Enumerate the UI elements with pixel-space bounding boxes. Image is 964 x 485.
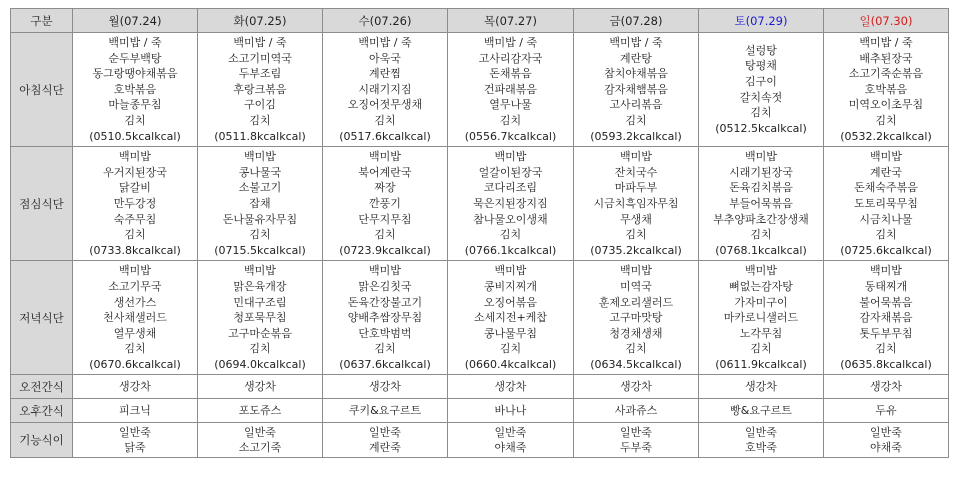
menu-item: 김치 bbox=[249, 342, 271, 356]
menu-cell-tue bbox=[198, 399, 323, 423]
menu-body bbox=[11, 33, 949, 458]
menu-item: 무생채 bbox=[620, 212, 652, 226]
menu-item: 동태찌개 bbox=[864, 279, 908, 293]
calorie-text: (0670.6kcalkcal) bbox=[89, 357, 181, 371]
menu-item: 맑은육개장 bbox=[233, 279, 287, 293]
menu-item: 김치 bbox=[499, 228, 522, 242]
menu-item: 건파래볶음 bbox=[483, 82, 538, 96]
calorie-text: (0512.5kcalkcal) bbox=[715, 121, 807, 135]
menu-item: 배추된장국 bbox=[859, 51, 913, 65]
menu-cell-fri bbox=[574, 33, 699, 147]
menu-cell-fri bbox=[574, 399, 699, 423]
menu-item: 돈채숙주볶음 bbox=[854, 181, 918, 195]
menu-item: 일반죽 bbox=[745, 426, 777, 440]
menu-cell-thu bbox=[448, 375, 574, 399]
menu-cell-thu bbox=[448, 261, 574, 375]
menu-item: 김치 bbox=[625, 342, 647, 356]
weekly-meal-table bbox=[10, 8, 949, 458]
menu-item: 뼈없는감자탕 bbox=[729, 279, 793, 293]
menu-item: 가자미구이 bbox=[734, 295, 788, 309]
menu-item: 일반죽 bbox=[119, 426, 151, 440]
menu-item: 시래기된장국 bbox=[729, 165, 793, 179]
calorie-text: (0517.6kcalkcal) bbox=[339, 129, 431, 143]
menu-item: 코다리조림 bbox=[483, 181, 538, 195]
menu-item: 청경채생채 bbox=[609, 326, 663, 340]
menu-cell-sun bbox=[824, 399, 949, 423]
menu-item: 계란탕 bbox=[620, 51, 652, 65]
menu-item: 백미밥 bbox=[620, 150, 652, 164]
menu-cell-sun bbox=[824, 423, 949, 458]
menu-item: 고사리감자국 bbox=[478, 51, 543, 65]
menu-item: 백미밥 bbox=[870, 150, 902, 164]
menu-item: 백미밥 bbox=[745, 264, 777, 278]
menu-cell-sat bbox=[699, 33, 824, 147]
menu-item: 천사채샐러드 bbox=[103, 311, 167, 325]
menu-item: 오징어볶음 bbox=[483, 295, 538, 309]
menu-item: 갈치속젓 bbox=[739, 90, 783, 104]
menu-item: 고사리볶음 bbox=[609, 98, 663, 112]
menu-item: 단호박범벅 bbox=[358, 326, 412, 340]
menu-item: 소고기죽순볶음 bbox=[848, 67, 924, 81]
menu-cell-thu bbox=[448, 423, 574, 458]
menu-item: 생강차 bbox=[119, 380, 151, 394]
menu-item: 짜장 bbox=[374, 181, 396, 195]
menu-cell-wed bbox=[323, 399, 448, 423]
menu-item: 김치 bbox=[875, 228, 897, 242]
menu-cell-tue bbox=[198, 147, 323, 261]
menu-item: 김치 bbox=[249, 228, 271, 242]
menu-item: 야채죽 bbox=[494, 441, 527, 455]
menu-cell-wed bbox=[323, 147, 448, 261]
menu-cell-sun bbox=[824, 33, 949, 147]
menu-item: 호박볶음 bbox=[113, 82, 157, 96]
menu-item: 시금치흑임자무침 bbox=[593, 196, 679, 210]
menu-item: 후랑크볶음 bbox=[233, 82, 287, 96]
menu-cell-wed bbox=[323, 33, 448, 147]
menu-item: 돈나물유자무침 bbox=[222, 212, 298, 226]
menu-item: 돈육간장불고기 bbox=[347, 295, 423, 309]
menu-item: 생강차 bbox=[494, 380, 527, 394]
day-header-fri: 금(07.28) bbox=[574, 9, 699, 33]
menu-item: 동그랑땡야채볶음 bbox=[92, 67, 178, 81]
menu-item: 일반죽 bbox=[620, 426, 652, 440]
menu-item: 두부죽 bbox=[620, 441, 652, 455]
menu-cell-sat bbox=[699, 375, 824, 399]
calorie-text: (0715.5kcalkcal) bbox=[214, 243, 306, 257]
menu-item: 호박죽 bbox=[745, 441, 777, 455]
menu-item: 백미밥 bbox=[870, 264, 902, 278]
calorie-text: (0725.6kcalkcal) bbox=[840, 243, 932, 257]
menu-item: 김치 bbox=[249, 113, 271, 127]
menu-item: 시금치나물 bbox=[859, 212, 913, 226]
menu-item: 김치 bbox=[625, 113, 647, 127]
menu-item: 청포묵무침 bbox=[233, 311, 287, 325]
dinner-row bbox=[11, 261, 949, 375]
menu-item: 야채죽 bbox=[870, 441, 902, 455]
menu-item: 노각무침 bbox=[739, 326, 783, 340]
menu-item: 김치 bbox=[625, 228, 647, 242]
menu-item: 피크닉 bbox=[119, 404, 151, 418]
category-header: 구분 bbox=[11, 9, 73, 33]
menu-item: 도토리묵무침 bbox=[854, 196, 918, 210]
day-header-tue: 화(07.25) bbox=[198, 9, 323, 33]
calorie-text: (0723.9kcalkcal) bbox=[339, 243, 431, 257]
menu-cell-sun bbox=[824, 147, 949, 261]
menu-item: 숙주무침 bbox=[113, 212, 157, 226]
menu-cell-sat bbox=[699, 423, 824, 458]
calorie-text: (0637.6kcalkcal) bbox=[339, 357, 431, 371]
calorie-text: (0556.7kcalkcal) bbox=[464, 129, 557, 143]
menu-item: 시래기지짐 bbox=[358, 82, 412, 96]
menu-item: 마카로니샐러드 bbox=[723, 311, 799, 325]
menu-item: 미역국 bbox=[620, 279, 652, 293]
menu-item: 생강차 bbox=[369, 380, 401, 394]
menu-item: 생강차 bbox=[870, 380, 902, 394]
day-header-wed: 수(07.26) bbox=[323, 9, 448, 33]
menu-cell-mon bbox=[73, 375, 198, 399]
menu-item: 콩비지찌개 bbox=[483, 279, 538, 293]
menu-item: 백미밥 bbox=[494, 150, 527, 164]
menu-cell-fri bbox=[574, 261, 699, 375]
menu-item: 백미밥 bbox=[119, 264, 151, 278]
menu-item: 깐풍기 bbox=[369, 196, 401, 210]
menu-item: 불어묵볶음 bbox=[859, 295, 913, 309]
header-row bbox=[11, 9, 949, 33]
menu-cell-mon bbox=[73, 147, 198, 261]
menu-cell-mon bbox=[73, 33, 198, 147]
calorie-text: (0660.4kcalkcal) bbox=[464, 357, 557, 371]
menu-item: 훈제오리샐러드 bbox=[598, 295, 674, 309]
menu-cell-wed bbox=[323, 261, 448, 375]
menu-item: 고구마맛탕 bbox=[609, 311, 663, 325]
menu-item: 닭갈비 bbox=[119, 181, 151, 195]
calorie-text: (0735.2kcalkcal) bbox=[590, 243, 682, 257]
menu-item: 빵&요구르트 bbox=[730, 404, 792, 418]
menu-item: 우거지된장국 bbox=[103, 165, 167, 179]
menu-item: 김치 bbox=[750, 228, 772, 242]
menu-item: 구이김 bbox=[244, 98, 276, 112]
menu-cell-sat bbox=[699, 399, 824, 423]
menu-item: 김치 bbox=[374, 228, 396, 242]
calorie-text: (0768.1kcalkcal) bbox=[715, 243, 807, 257]
menu-item: 일반죽 bbox=[244, 426, 276, 440]
menu-item: 쿠키&요구르트 bbox=[348, 404, 422, 418]
menu-item: 김치 bbox=[499, 342, 522, 356]
menu-item: 맑은김칫국 bbox=[358, 279, 412, 293]
menu-item: 백미밥 bbox=[620, 264, 652, 278]
menu-item: 김치 bbox=[124, 342, 146, 356]
menu-item: 참치야채볶음 bbox=[604, 67, 668, 81]
menu-item: 일반죽 bbox=[870, 426, 902, 440]
menu-item: 생선가스 bbox=[113, 295, 157, 309]
menu-item: 바나나 bbox=[494, 404, 527, 418]
menu-item: 백미밥 bbox=[369, 264, 401, 278]
menu-item: 순두부백탕 bbox=[108, 51, 162, 65]
menu-item: 백미밥 bbox=[745, 150, 777, 164]
menu-item: 사과쥬스 bbox=[614, 404, 658, 418]
menu-item: 만두강정 bbox=[113, 196, 157, 210]
menu-item: 콩나물무침 bbox=[483, 326, 538, 340]
calorie-text: (0611.9kcalkcal) bbox=[715, 357, 807, 371]
menu-item: 김구이 bbox=[745, 74, 777, 88]
menu-cell-sun bbox=[824, 375, 949, 399]
functional-diet-row bbox=[11, 423, 949, 458]
calorie-text: (0733.8kcalkcal) bbox=[89, 243, 181, 257]
menu-cell-mon bbox=[73, 261, 198, 375]
menu-item: 김치 bbox=[750, 342, 772, 356]
menu-cell-wed bbox=[323, 375, 448, 399]
day-header-sun: 일(07.30) bbox=[824, 9, 949, 33]
menu-cell-tue bbox=[198, 375, 323, 399]
row-label: 오후간식 bbox=[11, 399, 73, 423]
afternoon-snack-row bbox=[11, 399, 949, 423]
menu-item: 마파두부 bbox=[614, 181, 658, 195]
menu-item: 백미밥 bbox=[494, 264, 527, 278]
menu-item: 소고기무국 bbox=[108, 279, 162, 293]
menu-item: 감자채볶음 bbox=[859, 311, 913, 325]
menu-item: 단무지무침 bbox=[358, 212, 412, 226]
menu-item: 두유 bbox=[875, 404, 897, 418]
menu-item: 돈채볶음 bbox=[489, 67, 532, 81]
menu-item: 김치 bbox=[124, 228, 146, 242]
menu-item: 부들어묵볶음 bbox=[729, 196, 793, 210]
menu-item: 소고기미역국 bbox=[228, 51, 292, 65]
menu-item: 백미밥 / 죽 bbox=[233, 36, 287, 49]
menu-item: 김치 bbox=[374, 342, 396, 356]
menu-item: 두부조림 bbox=[238, 67, 282, 81]
menu-item: 미역오이초무침 bbox=[848, 98, 924, 112]
menu-item: 백미밥 bbox=[244, 150, 276, 164]
morning-snack-row bbox=[11, 375, 949, 399]
menu-cell-tue bbox=[198, 423, 323, 458]
menu-cell-sun bbox=[824, 261, 949, 375]
menu-item: 열무나물 bbox=[489, 98, 532, 112]
menu-item: 묵은지된장지짐 bbox=[473, 196, 548, 210]
calorie-text: (0766.1kcalkcal) bbox=[464, 243, 557, 257]
menu-cell-fri bbox=[574, 147, 699, 261]
menu-item: 잔치국수 bbox=[614, 165, 658, 179]
menu-item: 김치 bbox=[124, 113, 146, 127]
menu-item: 아욱국 bbox=[369, 51, 401, 65]
menu-cell-tue bbox=[198, 261, 323, 375]
menu-item: 김치 bbox=[374, 113, 396, 127]
menu-item: 백미밥 bbox=[119, 150, 151, 164]
menu-cell-mon bbox=[73, 399, 198, 423]
menu-item: 콩나물국 bbox=[238, 165, 282, 179]
row-label: 점심식단 bbox=[11, 147, 73, 261]
menu-item: 백미밥 / 죽 bbox=[859, 36, 913, 49]
menu-cell-thu bbox=[448, 147, 574, 261]
menu-item: 백미밥 / 죽 bbox=[483, 36, 538, 49]
menu-cell-sat bbox=[699, 261, 824, 375]
calorie-text: (0532.2kcalkcal) bbox=[840, 129, 932, 143]
menu-item: 생강차 bbox=[745, 380, 777, 394]
menu-item: 김치 bbox=[875, 342, 897, 356]
menu-item: 생강차 bbox=[620, 380, 652, 394]
day-header-thu: 목(07.27) bbox=[448, 9, 574, 33]
menu-item: 백미밥 bbox=[369, 150, 401, 164]
menu-item: 계란국 bbox=[870, 165, 902, 179]
menu-cell-tue bbox=[198, 33, 323, 147]
menu-item: 계란죽 bbox=[369, 441, 401, 455]
day-header-mon: 월(07.24) bbox=[73, 9, 198, 33]
menu-item: 소세지전+케찹 bbox=[474, 311, 547, 325]
menu-item: 김치 bbox=[499, 113, 522, 127]
day-header-sat: 토(07.29) bbox=[699, 9, 824, 33]
breakfast-row bbox=[11, 33, 949, 147]
menu-item: 김치 bbox=[750, 106, 772, 120]
menu-cell-wed bbox=[323, 423, 448, 458]
menu-item: 소불고기 bbox=[238, 181, 282, 195]
menu-item: 일반죽 bbox=[369, 426, 401, 440]
menu-item: 북어계란국 bbox=[358, 165, 412, 179]
calorie-text: (0694.0kcalkcal) bbox=[214, 357, 306, 371]
menu-item: 톳두부무침 bbox=[859, 326, 913, 340]
row-label: 아침식단 bbox=[11, 33, 73, 147]
calorie-text: (0511.8kcalkcal) bbox=[214, 129, 306, 143]
menu-cell-mon bbox=[73, 423, 198, 458]
menu-cell-thu bbox=[448, 33, 574, 147]
calorie-text: (0634.5kcalkcal) bbox=[590, 357, 682, 371]
menu-cell-fri bbox=[574, 423, 699, 458]
menu-item: 포도쥬스 bbox=[238, 404, 282, 418]
menu-item: 생강차 bbox=[244, 380, 276, 394]
calorie-text: (0510.5kcalkcal) bbox=[89, 129, 181, 143]
menu-item: 일반죽 bbox=[494, 426, 527, 440]
calorie-text: (0593.2kcalkcal) bbox=[590, 129, 682, 143]
menu-item: 돈육김치볶음 bbox=[729, 181, 793, 195]
menu-item: 소고기죽 bbox=[238, 441, 282, 455]
menu-item: 부추양파초간장생채 bbox=[713, 212, 809, 226]
menu-item: 호박볶음 bbox=[864, 82, 908, 96]
menu-item: 백미밥 bbox=[244, 264, 276, 278]
menu-item: 설렁탕 bbox=[745, 43, 777, 57]
menu-item: 오징어젓무생채 bbox=[347, 98, 423, 112]
row-label: 기능식이 bbox=[11, 423, 73, 458]
menu-item: 감자채햄볶음 bbox=[604, 82, 668, 96]
menu-cell-thu bbox=[448, 399, 574, 423]
menu-item: 마늘종무침 bbox=[108, 98, 162, 112]
calorie-text: (0635.8kcalkcal) bbox=[840, 357, 932, 371]
menu-item: 닭죽 bbox=[124, 441, 146, 455]
menu-cell-fri bbox=[574, 375, 699, 399]
row-label: 저녁식단 bbox=[11, 261, 73, 375]
menu-item: 백미밥 / 죽 bbox=[108, 36, 162, 49]
row-label: 오전간식 bbox=[11, 375, 73, 399]
menu-item: 고구마순볶음 bbox=[228, 326, 292, 340]
menu-item: 김치 bbox=[875, 113, 897, 127]
menu-item: 양배추쌈장무침 bbox=[347, 311, 423, 325]
menu-item: 민대구조림 bbox=[233, 295, 287, 309]
menu-item: 백미밥 / 죽 bbox=[609, 36, 663, 49]
menu-item: 얼갈이된장국 bbox=[478, 165, 543, 179]
lunch-row bbox=[11, 147, 949, 261]
menu-item: 열무생채 bbox=[113, 326, 157, 340]
menu-item: 백미밥 / 죽 bbox=[358, 36, 412, 49]
menu-item: 탕평채 bbox=[745, 59, 777, 73]
menu-item: 참나물오이생채 bbox=[473, 212, 548, 226]
menu-item: 계란찜 bbox=[369, 67, 401, 81]
menu-cell-sat bbox=[699, 147, 824, 261]
menu-item: 잡채 bbox=[249, 196, 271, 210]
